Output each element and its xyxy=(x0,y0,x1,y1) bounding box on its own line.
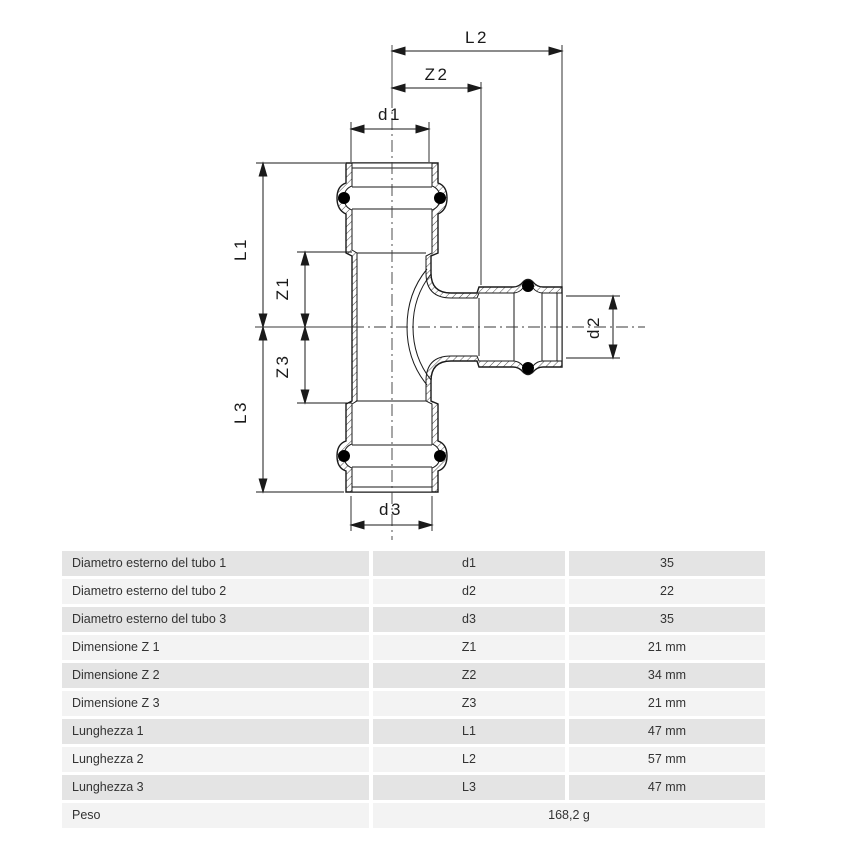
arrow-left xyxy=(392,47,405,55)
table-row xyxy=(62,663,765,688)
table-row xyxy=(62,691,765,716)
spec-value: 47 mm xyxy=(569,775,765,800)
spec-label: Diametro esterno del tubo 1 xyxy=(62,551,369,576)
dimension-label-L2: L2 xyxy=(465,28,489,47)
table-row xyxy=(62,719,765,744)
dimension-Z3 xyxy=(301,327,309,403)
fitting-cross-section xyxy=(337,163,562,492)
arrow-down xyxy=(301,390,309,403)
spec-label: Diametro esterno del tubo 2 xyxy=(62,579,369,604)
spec-param: Z1 xyxy=(373,635,565,660)
fitting-bore xyxy=(344,163,562,492)
dimension-label-Z1: Z1 xyxy=(273,275,292,301)
spec-value: 168,2 g xyxy=(373,803,765,828)
arrow-up xyxy=(301,252,309,265)
dimension-label-L3: L3 xyxy=(231,400,250,424)
table-row xyxy=(62,635,765,660)
dimension-label-d1: d1 xyxy=(378,105,402,124)
dimension-Z2 xyxy=(392,84,481,92)
spec-value: 47 mm xyxy=(569,719,765,744)
spec-table xyxy=(62,551,765,831)
dimension-L1 xyxy=(259,163,267,327)
o-ring-seal xyxy=(434,192,446,204)
spec-value: 22 xyxy=(569,579,765,604)
spec-label: Lunghezza 2 xyxy=(62,747,369,772)
dimension-label-Z2: Z2 xyxy=(424,65,450,84)
o-ring-seal xyxy=(434,450,446,462)
arrow-up xyxy=(259,327,267,340)
dimension-d3 xyxy=(351,521,432,529)
o-ring-seal xyxy=(522,362,534,374)
table-row-weight xyxy=(62,803,765,828)
dimension-label-d2: d2 xyxy=(584,315,603,339)
spec-label: Dimensione Z 3 xyxy=(62,691,369,716)
arrow-up xyxy=(301,327,309,340)
dimension-label-L1: L1 xyxy=(231,237,250,261)
arrow-right xyxy=(419,521,432,529)
arrow-right xyxy=(416,125,429,133)
table-row xyxy=(62,551,765,576)
table-row xyxy=(62,579,765,604)
dimension-d1 xyxy=(351,125,429,133)
arrow-up xyxy=(259,163,267,176)
arrow-left xyxy=(351,125,364,133)
spec-value: 35 xyxy=(569,551,765,576)
spec-param: L2 xyxy=(373,747,565,772)
dimension-L2 xyxy=(392,47,562,55)
dimension-L3 xyxy=(259,327,267,492)
spec-param: L1 xyxy=(373,719,565,744)
spec-param: Z3 xyxy=(373,691,565,716)
arrow-down xyxy=(301,314,309,327)
arrow-down xyxy=(259,479,267,492)
spec-param: d2 xyxy=(373,579,565,604)
dimension-label-Z3: Z3 xyxy=(273,353,292,379)
spec-value: 34 mm xyxy=(569,663,765,688)
spec-label: Dimensione Z 2 xyxy=(62,663,369,688)
o-ring-seal xyxy=(338,450,350,462)
arrow-down xyxy=(609,345,617,358)
arrow-up xyxy=(609,296,617,309)
table-row xyxy=(62,747,765,772)
spec-label: Lunghezza 3 xyxy=(62,775,369,800)
arrow-down xyxy=(259,314,267,327)
spec-label: Dimensione Z 1 xyxy=(62,635,369,660)
o-ring-seal xyxy=(338,192,350,204)
dimension-label-d3: d3 xyxy=(379,500,403,519)
table-row xyxy=(62,775,765,800)
arrow-right xyxy=(549,47,562,55)
arrow-left xyxy=(351,521,364,529)
spec-param: Z2 xyxy=(373,663,565,688)
spec-value: 35 xyxy=(569,607,765,632)
spec-value: 21 mm xyxy=(569,691,765,716)
spec-value: 57 mm xyxy=(569,747,765,772)
spec-param: d3 xyxy=(373,607,565,632)
table-row xyxy=(62,607,765,632)
spec-param: d1 xyxy=(373,551,565,576)
arrow-left xyxy=(392,84,405,92)
arrow-right xyxy=(468,84,481,92)
dimension-Z1 xyxy=(301,252,309,327)
spec-label: Diametro esterno del tubo 3 xyxy=(62,607,369,632)
spec-param: L3 xyxy=(373,775,565,800)
spec-label: Lunghezza 1 xyxy=(62,719,369,744)
o-ring-seal xyxy=(522,280,534,292)
spec-label: Peso xyxy=(62,803,369,828)
spec-value: 21 mm xyxy=(569,635,765,660)
